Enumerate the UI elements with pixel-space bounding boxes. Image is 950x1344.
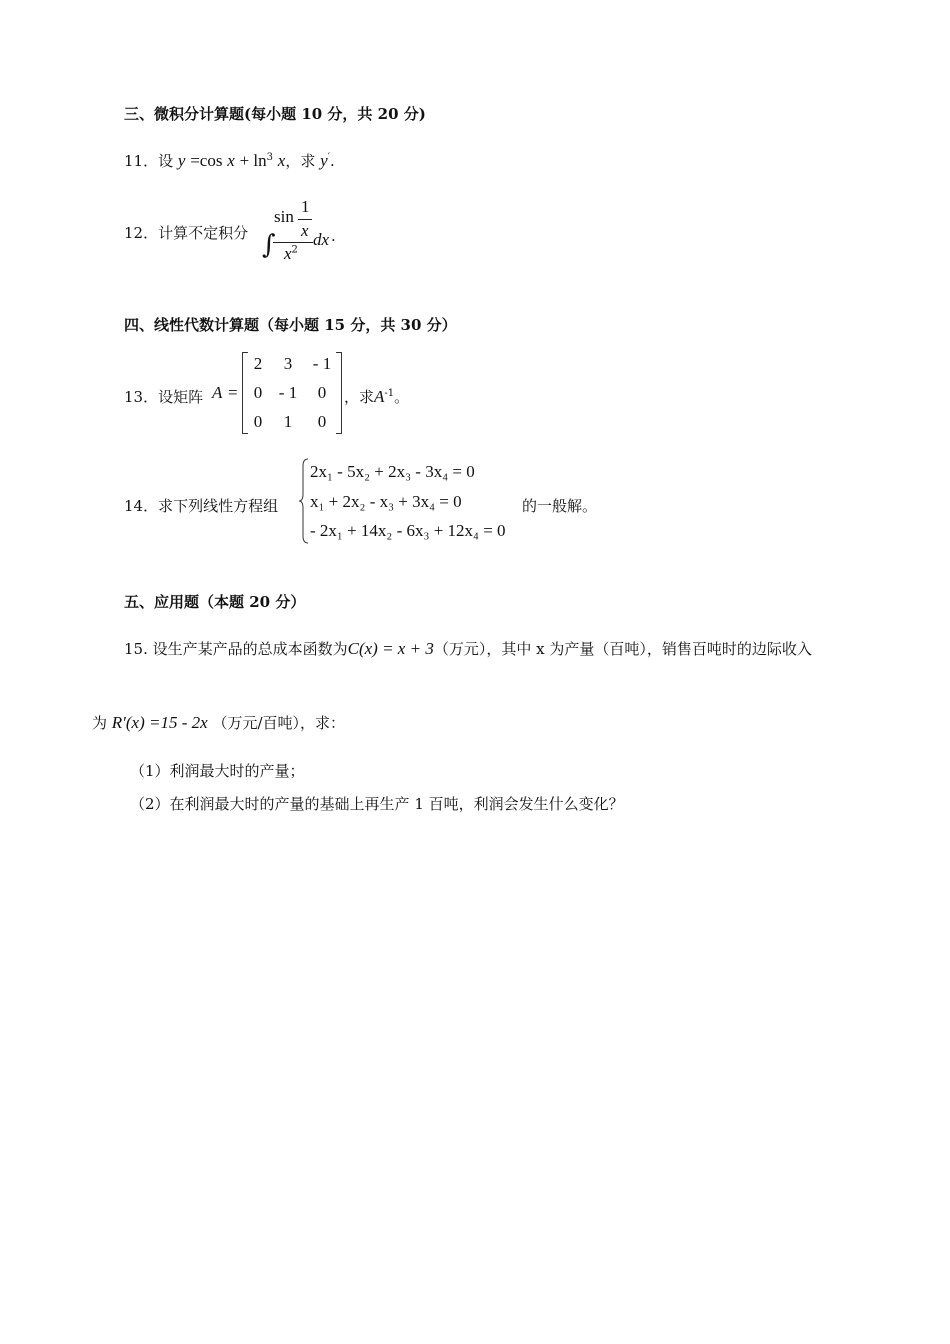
question-14 — [124, 495, 278, 516]
matrix-cell: 1 — [283, 412, 293, 431]
integral-sign: ∫ — [262, 230, 276, 260]
q14-post: 的一般解。 — [522, 497, 598, 515]
q13-A2: A — [374, 387, 385, 406]
equation-2: x₁ + 2x₂ - x₃ + 3x₄ = 0 — [310, 492, 462, 511]
matrix-cell: 0 — [317, 383, 327, 402]
section-4-title: 四、线性代数计算题（每小题 15 分，共 30 分） — [124, 316, 457, 334]
q11-x1: x — [227, 151, 235, 170]
q12-inner-fraction-bar — [298, 219, 312, 220]
q12-sin: sin — [274, 207, 294, 226]
q15-line2b: （万元/百吨），求： — [212, 714, 346, 732]
q14-text: 求下列线性方程组 — [158, 497, 279, 515]
q11-exp: 3 — [266, 152, 274, 163]
question-15-line-1 — [124, 638, 812, 659]
section-3-title: 三、微积分计算题(每小题 10 分，共 20 分) — [124, 105, 426, 123]
q12-dx: dx — [313, 230, 330, 249]
equation-1: 2x₁ - 5x₂ + 2x₃ - 3x₄ = 0 — [310, 462, 475, 481]
q12-x: x — [301, 221, 309, 240]
question-13 — [124, 386, 203, 407]
q15-cost-function: C(x) = x + 3 — [347, 639, 434, 658]
q14-number: 14． — [124, 497, 159, 515]
q11-y: y — [177, 151, 186, 170]
q13-eq: = — [228, 383, 238, 402]
matrix-cell: - 1 — [312, 354, 332, 373]
question-15-line-2 — [92, 712, 345, 733]
matrix-cell: - 1 — [278, 383, 298, 402]
q13-post — [344, 386, 409, 407]
q13-end: 。 — [394, 388, 410, 406]
matrix-cell: 0 — [253, 383, 263, 402]
matrix-cell: 0 — [253, 412, 263, 431]
q12-dot: . — [331, 227, 336, 245]
q13-A: A — [212, 383, 223, 402]
q11-plus: + ln — [239, 151, 267, 170]
equation-3: - 2x₁ + 14x₂ - 6x₃ + 12x₄ = 0 — [310, 521, 506, 540]
q11-post: ，求 — [285, 152, 316, 170]
q15-revenue-function: R′(x) =15 - 2x — [111, 713, 208, 732]
question-12 — [124, 222, 248, 243]
q15-line1: 15. 设生产某产品的总成本函数为 — [124, 640, 348, 658]
matrix-cell: 0 — [317, 412, 327, 431]
q15-line1b: （万元），其中 x 为产量（百吨），销售百吨时的边际收入 — [433, 640, 812, 658]
section-5-title: 五、应用题（本题 20 分） — [124, 593, 306, 611]
matrix-cell: 3 — [283, 354, 293, 373]
q11-x2: x — [277, 151, 286, 170]
q12-denominator — [284, 244, 298, 264]
q15-item-2: （2）在利润最大时的产量的基础上再生产 1 百吨，利润会发生什么变化？ — [130, 795, 624, 813]
q11-yp: y — [320, 151, 328, 170]
q11-number: 11． — [124, 152, 159, 170]
q11-prime: ′ — [327, 152, 330, 163]
matrix-cell: 2 — [253, 354, 263, 373]
q12-number: 12． — [124, 224, 159, 242]
q11-pre: 设 — [158, 152, 174, 170]
q15-item-1: （1）利润最大时的产量； — [130, 762, 305, 780]
q12-fraction-bar — [273, 242, 313, 243]
q11-dot: . — [329, 152, 335, 170]
matrix-A — [242, 352, 342, 434]
q12-one: 1 — [301, 197, 310, 216]
system-brace — [299, 458, 309, 544]
q12-den-exp: 2 — [291, 244, 298, 256]
q13-pre: 设矩阵 — [158, 388, 204, 406]
q13-post-text: ，求 — [344, 388, 375, 406]
q11-eq: =cos — [190, 151, 223, 170]
q15-line2a: 为 — [92, 714, 108, 732]
q13-inv: -1 — [384, 388, 395, 399]
q12-text: 计算不定积分 — [158, 224, 249, 242]
q12-den-x: x — [284, 244, 292, 263]
q13-number: 13． — [124, 388, 159, 406]
question-11 — [124, 150, 335, 171]
